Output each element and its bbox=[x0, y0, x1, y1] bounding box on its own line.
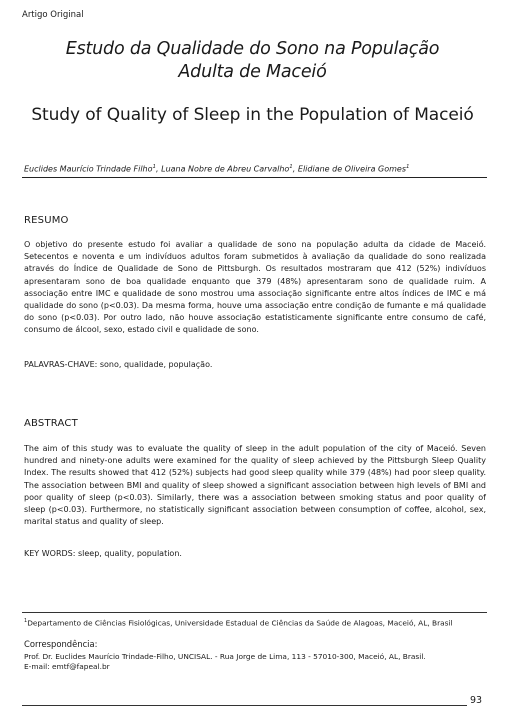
footnote-mark: 1 bbox=[24, 618, 28, 624]
title-portuguese bbox=[0, 38, 505, 84]
author-name: Elidiane de Oliveira Gomes bbox=[297, 164, 407, 174]
author-affiliation-mark: 1 bbox=[406, 164, 410, 170]
section-tag: Artigo Original bbox=[22, 10, 84, 20]
resumo-heading: RESUMO bbox=[24, 215, 69, 226]
title-english: Study of Quality of Sleep in the Population of Maceió bbox=[31, 105, 474, 125]
footnote-text: Departamento de Ciências Fisiológicas, Universidade Estadual de Ciências da Saúde de Alagoas, Maceió, AL, Brasil bbox=[27, 618, 453, 628]
page-number: 93 bbox=[470, 695, 483, 706]
abstract-heading: ABSTRACT bbox=[24, 418, 78, 429]
author-name: Euclides Maurício Trindade Filho bbox=[24, 164, 153, 174]
author-affiliation-mark: 1 bbox=[152, 164, 157, 170]
author-affiliation-mark: 1 bbox=[289, 164, 293, 170]
title-pt-line2: Adulta de Maceió bbox=[178, 62, 327, 82]
correspondence-label: Correspondência: bbox=[24, 639, 98, 649]
affiliation-footnote bbox=[24, 616, 486, 629]
authors-divider bbox=[22, 177, 487, 178]
author-separator: , bbox=[292, 164, 298, 174]
footnote-divider bbox=[22, 612, 487, 613]
correspondence-address: Prof. Dr. Euclides Maurício Trindade-Filho, UNCISAL. - Rua Jorge de Lima, 113 - 57010-300, Maceió, AL, Brasil. bbox=[24, 652, 426, 661]
author-name: Luana Nobre de Abreu Carvalho bbox=[161, 164, 290, 174]
abstract-keywords: KEY WORDS: sleep, quality, population. bbox=[24, 549, 182, 558]
author-separator: , bbox=[156, 164, 162, 174]
author-list bbox=[24, 164, 410, 174]
resumo-body: O objetivo do presente estudo foi avaliar a qualidade de sono na população adulta da cidade de Maceió. Setecentos e noventa e um indivíduos adultos foram submetidos à avaliação da qualidade do sono realizada através do Índice de Qualidade de Sono de Pittsburgh. Os resultados mostraram que 412 (52%) indivíduos apresentaram sono de boa qualidade enquanto que 379 (48%) apresentaram sono de qualidade ruim. A associação entre IMC e qualidade de sono mostrou uma associação significante entre altos índices de IMC e má qualidade do sono (p<0.03). Da mesma forma, houve uma associação entre condição de fumante e má qualidade do sono (p<0.03). Por outro lado, não houve associação estatisticamente significante entre consumo de café, consumo de álcool, sexo, estado civil e qualidade de sono. bbox=[24, 240, 486, 335]
correspondence-email: E-mail: emtf@fapeal.br bbox=[24, 662, 110, 671]
title-pt-line1: Estudo da Qualidade do Sono na População bbox=[65, 39, 440, 59]
resumo-keywords: PALAVRAS-CHAVE: sono, qualidade, população. bbox=[24, 360, 213, 369]
abstract-body: The aim of this study was to evaluate the quality of sleep in the adult population of the city of Maceió. Seven hundred and ninety-one adults were examined for the quality of sleep achieved by the Pittsburgh Sleep Quality Index. The results showed that 412 (52%) subjects had good sleep quality while 379 (48%) had poor sleep quality. The association between BMI and quality of sleep showed a significant association between high levels of BMI and poor quality of sleep (p<0.03). Similarly, there was a association between smoking status and poor quality of sleep (p<0.03). Furthermore, no statistically significant association between consumption of coffee, alcohol, sex, marital status and quality of sleep. bbox=[24, 444, 486, 527]
page-footer-rule bbox=[22, 705, 467, 706]
